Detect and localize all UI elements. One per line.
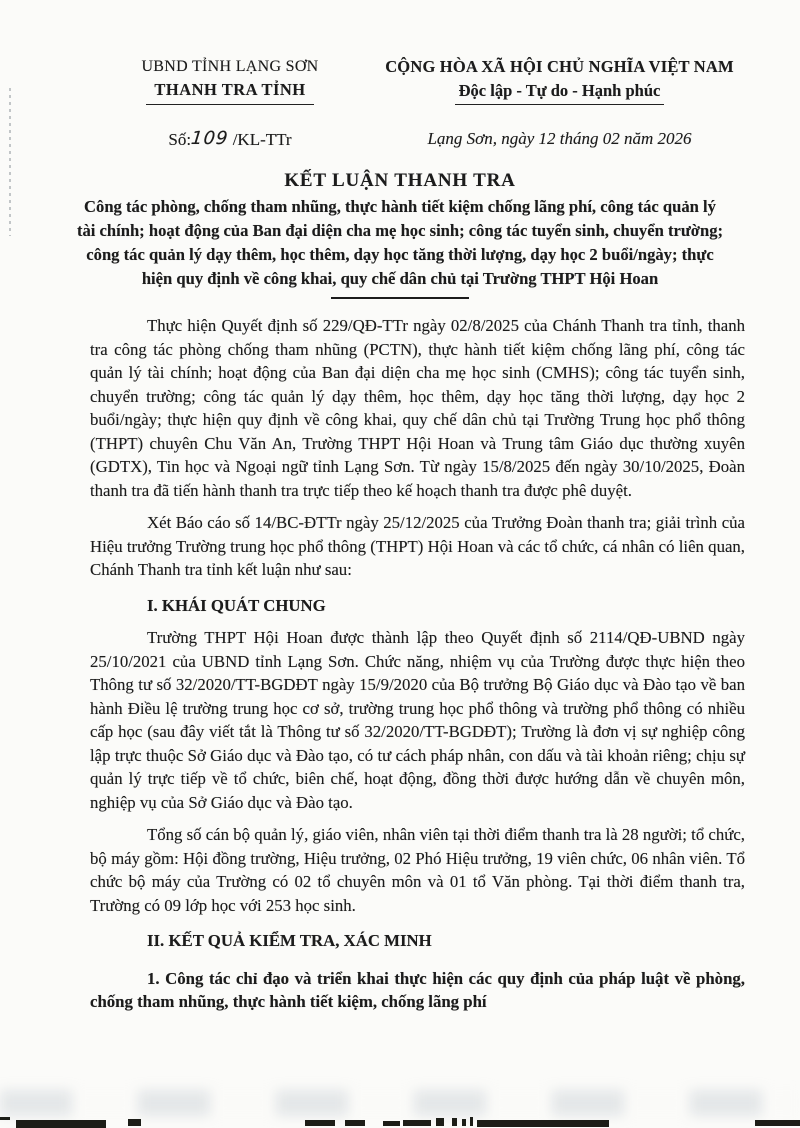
national-header-line: CỘNG HÒA XÃ HỘI CHỦ NGHĨA VIỆT NAM	[385, 57, 734, 76]
scan-artifact-bar	[345, 1120, 365, 1126]
section-heading-overview: I. KHÁI QUÁT CHUNG	[147, 595, 326, 615]
document-body	[0, 299, 800, 1014]
paragraph-overview-2: Tổng số cán bộ quản lý, giáo viên, nhân viên tại thời điểm thanh tra là 28 người; tổ chức, bộ máy gồm: Hội đồng trường, Hiệu trưởng, 02 Phó Hiệu trưởng, 19 viên chức, 06 nhân viên. Tổ chức bộ máy của Trường có 02 tổ chuyên môn và 01 tổ Văn phòng. Tại thời điểm thanh tra, Trường có 09 lớp học với 253 học sinh.	[90, 825, 745, 915]
issuing-org-parent: UBND TỈNH LẠNG SƠN	[141, 58, 319, 75]
place-and-date: Lạng Sơn, ngày 12 tháng 02 năm 2026	[427, 129, 692, 148]
scan-artifact-bar	[305, 1120, 335, 1126]
section-heading-results: II. KẾT QUẢ KIỂM TRA, XÁC MINH	[147, 931, 432, 950]
scan-artifact-bar	[452, 1118, 457, 1126]
paragraph-overview-1: Trường THPT Hội Hoan được thành lập theo Quyết định số 2114/QĐ-UBND ngày 25/10/2021 của UBND tỉnh Lạng Sơn. Chức năng, nhiệm vụ của Trường được thực hiện theo Thông tư số 32/2020/TT-BGDĐT ngày 15/9/2020 của Bộ trưởng Bộ Giáo dục và Đào tạo về ban hành Điều lệ trường trung học cơ sở, trường trung học phổ thông và trường phổ thông có nhiều cấp học (sau đây viết tắt là Thông tư số 32/2020/TT-BGDĐT); Trường là đơn vị sự nghiệp công lập trực thuộc Sở Giáo dục và Đào tạo, có tư cách pháp nhân, con dấu và tài khoản riêng; chịu sự quản lý trực tiếp về tổ chức, biên chế, hoạt động, đồng thời được hướng dẫn về chuyên môn, nghiệp vụ của Sở Giáo dục và Đào tạo.	[90, 628, 745, 812]
scan-edge-dotted-line	[9, 88, 11, 236]
scan-artifact-bar	[128, 1119, 141, 1126]
document-number-prefix: Số:	[168, 130, 192, 149]
scan-artifact-bar	[436, 1118, 444, 1126]
document-meta-row	[0, 129, 800, 150]
paragraph-basis-1: Thực hiện Quyết định số 229/QĐ-TTr ngày 02/8/2025 của Chánh Thanh tra tỉnh, thanh tra công tác phòng chống tham nhũng (PCTN), thực hành tiết kiệm chống lãng phí, công tác quản lý tài chính; hoạt động của Ban đại diện cha mẹ học sinh (CMHS); công tác tuyển sinh, chuyển trường; công tác quản lý dạy thêm, học thêm, dạy học tăng thời lượng, dạy học 2 buổi/ngày; thực hiện quy định về công khai, quy chế dân chủ tại Trường Trung học phổ thông (THPT) chuyên Chu Văn An, Trường THPT Hội Hoan và Trung tâm Giáo dục thường xuyên (GDTX), Tin học và Ngoại ngữ tỉnh Lạng Sơn. Từ ngày 15/8/2025 đến ngày 30/10/2025, Đoàn thanh tra đã tiến hành thanh tra trực tiếp theo kế hoạch thanh tra được phê duyệt.	[90, 316, 745, 500]
scan-artifact-bar	[16, 1120, 106, 1128]
scan-artifact-bar	[477, 1120, 609, 1127]
document-number	[86, 129, 374, 150]
document-header	[0, 0, 800, 105]
scan-artifact-bar	[403, 1120, 431, 1126]
document-number-suffix: /KL-TTr	[232, 130, 292, 149]
scan-shading-band	[0, 1090, 800, 1116]
scan-artifact-bar	[470, 1117, 473, 1126]
scan-artifact-bar	[755, 1120, 800, 1126]
scan-artifact-bar	[383, 1121, 400, 1126]
national-header-block	[374, 56, 745, 105]
issuing-org-block	[86, 56, 374, 105]
issuing-org-name: THANH TRA TỈNH	[146, 79, 313, 105]
document-subtitle: Công tác phòng, chống tham nhũng, thực hành tiết kiệm chống lãng phí, công tác quản lý tài chính; hoạt động của Ban đại diện cha mẹ học sinh; công tác tuyển sinh, chuyển trường; công tác quản lý dạy thêm, học thêm, dạy học tăng thời lượng, dạy học 2 buổi/ngày; thực hiện quy định về công khai, quy chế dân chủ tại Trường THPT Hội Hoan	[76, 197, 724, 288]
scan-artifact-bar	[462, 1119, 466, 1126]
document-title: KẾT LUẬN THANH TRA	[284, 170, 516, 191]
scan-artifact-bar	[0, 1117, 10, 1120]
document-number-handwritten: 109	[190, 128, 230, 149]
paragraph-subsection-heading: 1. Công tác chỉ đạo và triển khai thực hiện các quy định của pháp luật về phòng, chống tham nhũng, thực hành tiết kiệm, chống lãng phí	[90, 968, 745, 1011]
paragraph-basis-2: Xét Báo cáo số 14/BC-ĐTTr ngày 25/12/2025 của Trưởng Đoàn thanh tra; giải trình của Hiệu trưởng Trường trung học phổ thông (THPT) Hội Hoan và các tổ chức, cá nhân có liên quan, Chánh Thanh tra tỉnh kết luận như sau:	[90, 513, 745, 579]
national-motto: Độc lập - Tự do - Hạnh phúc	[455, 80, 665, 105]
